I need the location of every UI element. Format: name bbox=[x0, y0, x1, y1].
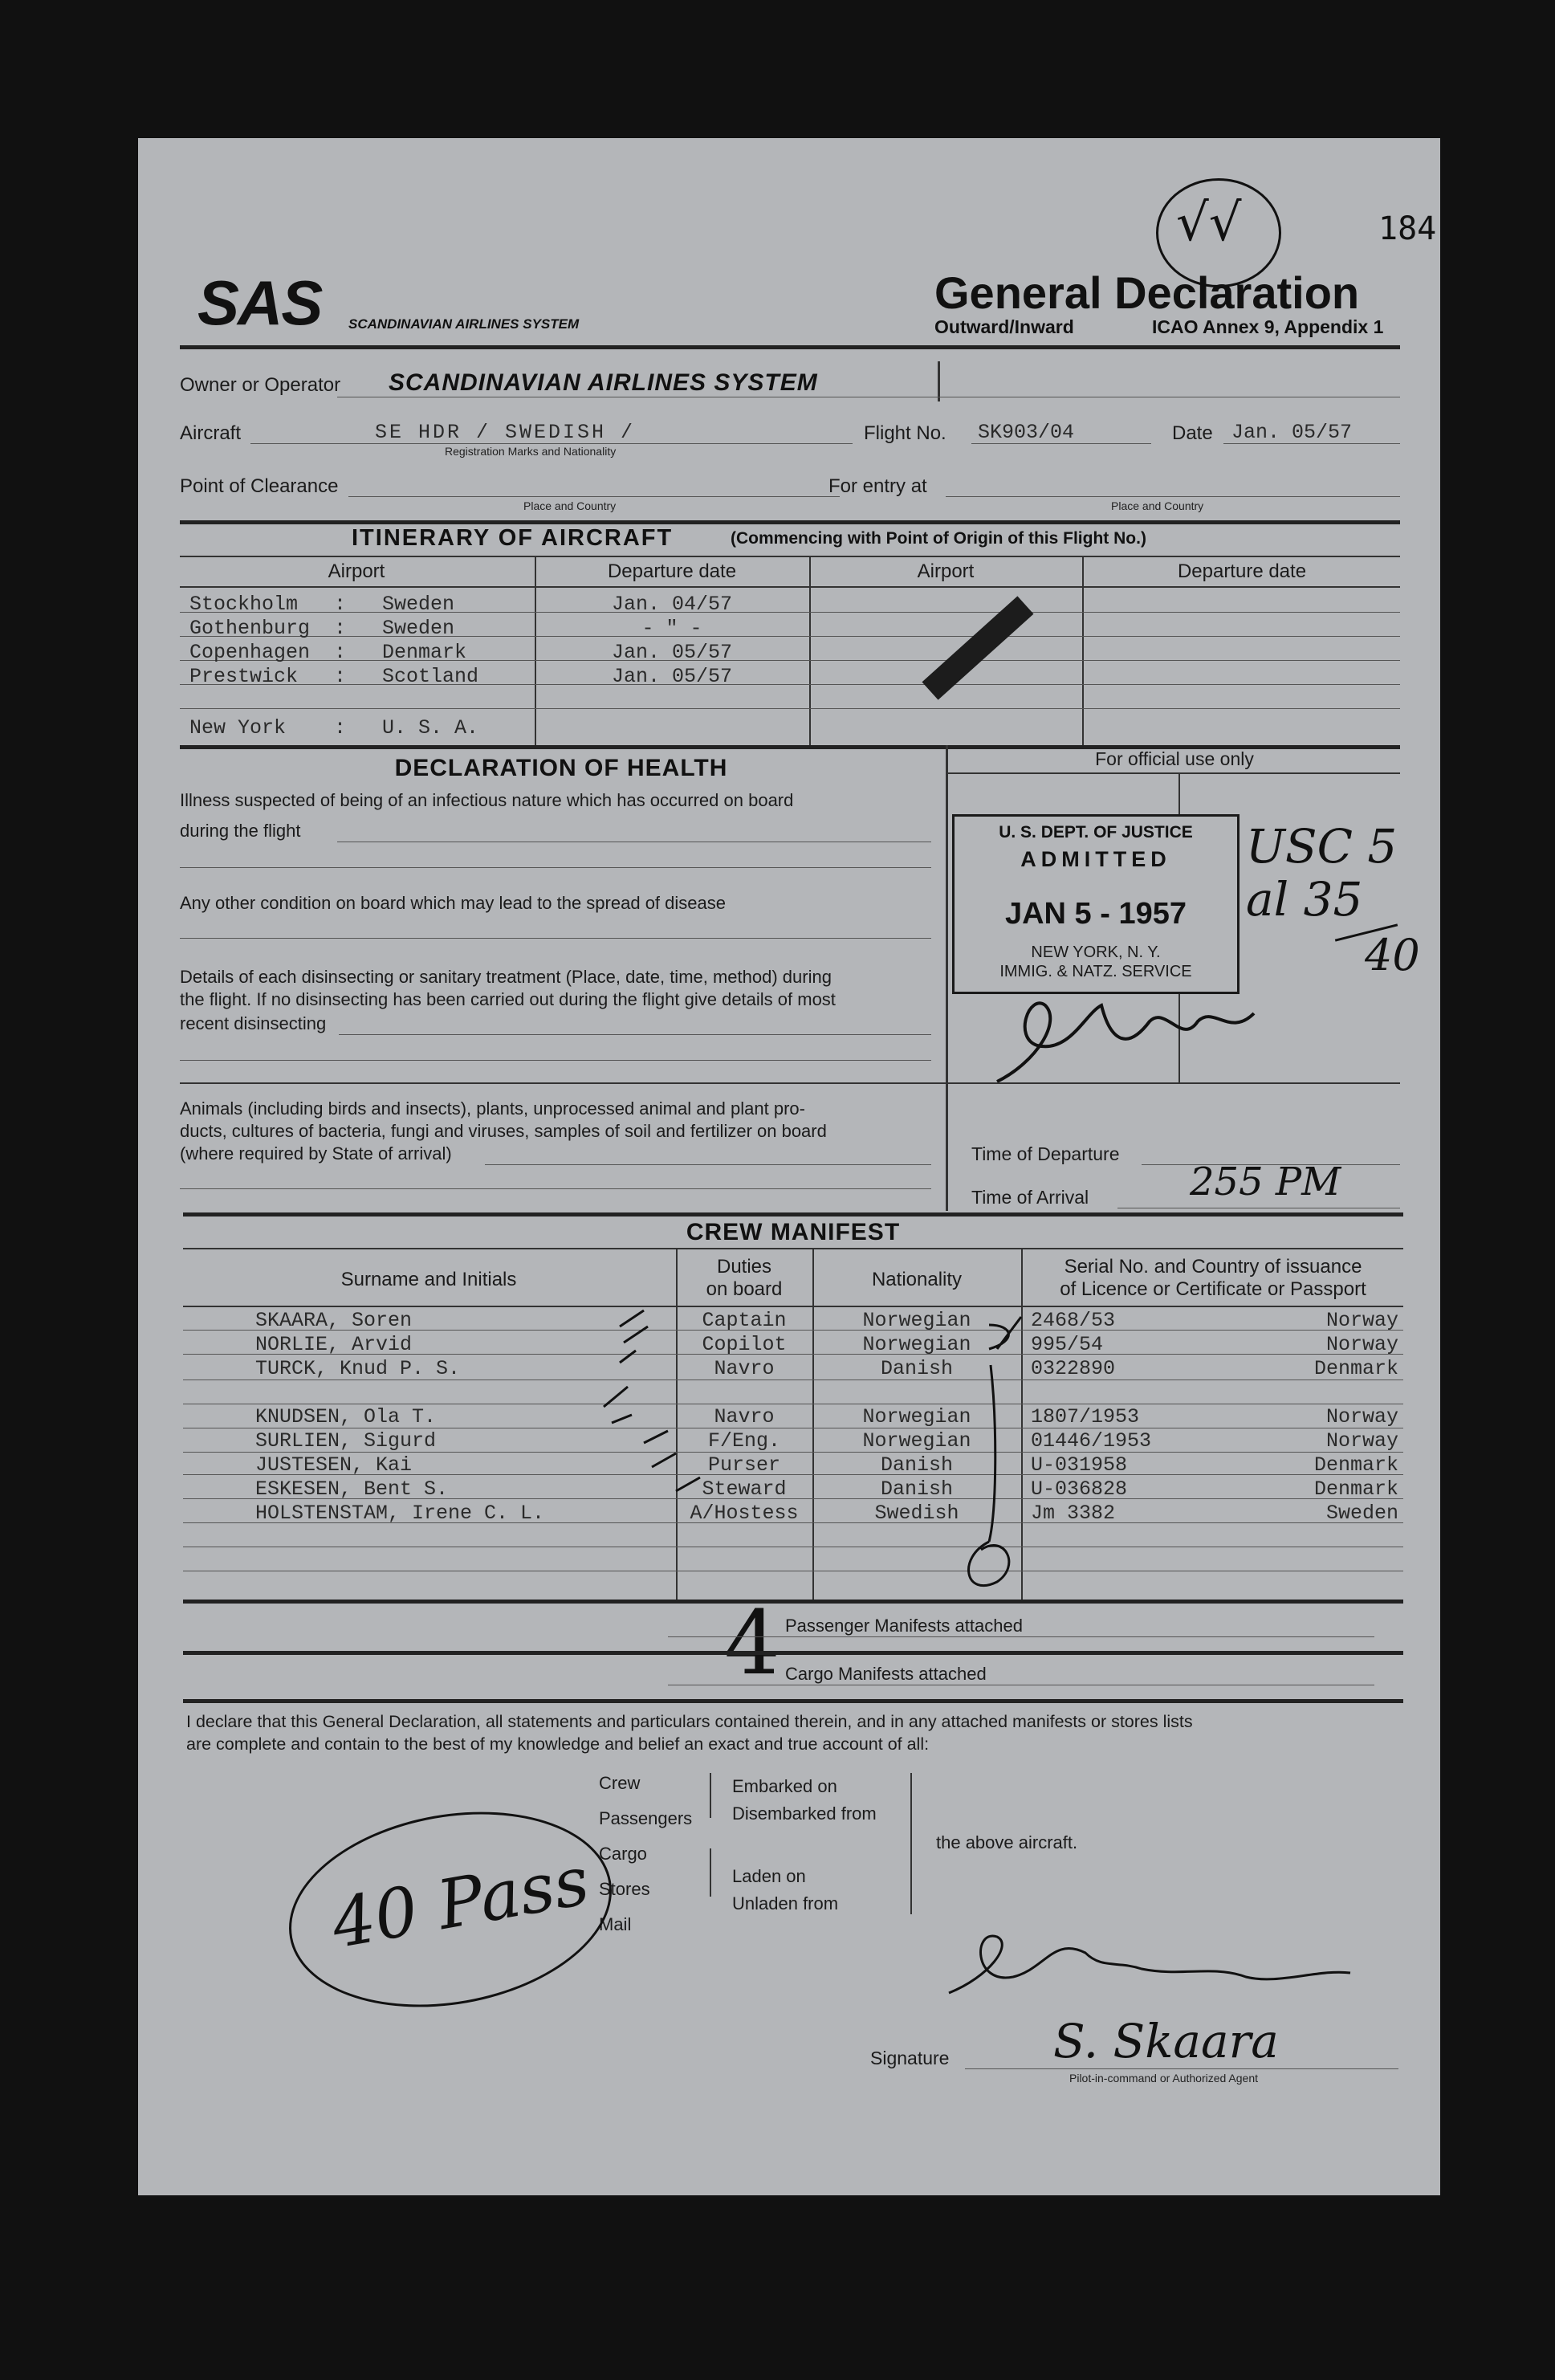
arrival-time-label: Time of Arrival bbox=[971, 1187, 1089, 1208]
health-q3: Details of each disinsecting or sanitary treatment (Place, date, time, method) during bbox=[180, 967, 832, 987]
underline bbox=[180, 867, 931, 868]
crew-name: TURCK, Knud P. S. bbox=[255, 1357, 461, 1380]
handwritten-note-usc: USC 5 bbox=[1246, 819, 1398, 874]
departure-time-label: Time of Departure bbox=[971, 1143, 1120, 1164]
crew-serial: U-031958 bbox=[1031, 1453, 1128, 1477]
itinerary-title: ITINERARY OF AIRCRAFT bbox=[352, 525, 674, 551]
col-divider bbox=[1082, 556, 1084, 748]
crew-name: KNUDSEN, Ola T. bbox=[255, 1405, 437, 1428]
crew-col-serial-2: of Licence or Certificate or Passport bbox=[1060, 1278, 1366, 1300]
signature-sublabel: Pilot-in-command or Authorized Agent bbox=[1069, 2072, 1259, 2085]
rule bbox=[180, 520, 1400, 524]
itinerary-date: - " - bbox=[641, 617, 702, 640]
itinerary-airport: Stockholm : Sweden bbox=[189, 593, 455, 616]
crew-nationality: Danish bbox=[880, 1453, 953, 1477]
passenger-manifest-count: 4 bbox=[724, 1591, 780, 1694]
rule bbox=[180, 556, 1400, 557]
disembarked-label: Disembarked from bbox=[732, 1803, 877, 1824]
crew-nationality: Norwegian bbox=[862, 1429, 971, 1453]
crew-name: SKAARA, Soren bbox=[255, 1309, 413, 1332]
official-signature-scribble bbox=[989, 989, 1278, 1094]
aircraft-sublabel: Registration Marks and Nationality bbox=[445, 445, 617, 458]
owner-label: Owner or Operator bbox=[180, 374, 341, 396]
place-country-label: Place and Country bbox=[523, 499, 617, 512]
itinerary-airport: Prestwick : Scotland bbox=[189, 665, 479, 688]
underline bbox=[180, 938, 931, 939]
date-label: Date bbox=[1172, 422, 1213, 444]
rule bbox=[180, 345, 1400, 349]
itinerary-col-departure-2: Departure date bbox=[1177, 560, 1307, 582]
icao-annex: ICAO Annex 9, Appendix 1 bbox=[1152, 316, 1384, 337]
crew-country: Norway bbox=[1325, 1429, 1398, 1453]
itinerary-airport: Gothenburg : Sweden bbox=[189, 617, 455, 640]
declaration-form bbox=[138, 138, 1440, 2195]
crew-name: NORLIE, Arvid bbox=[255, 1333, 413, 1356]
rule bbox=[946, 772, 1400, 774]
itinerary-airport: New York : U. S. A. bbox=[189, 716, 479, 740]
crew-duty: A/Hostess bbox=[690, 1502, 799, 1525]
crew-duty: Navro bbox=[714, 1405, 775, 1428]
crew-serial: 2468/53 bbox=[1031, 1309, 1116, 1332]
owner-value: SCANDINAVIAN AIRLINES SYSTEM bbox=[389, 369, 818, 396]
crew-name: HOLSTENSTAM, Irene C. L. bbox=[255, 1502, 545, 1525]
crew-duty: Captain bbox=[702, 1309, 787, 1332]
rule bbox=[183, 1212, 1403, 1216]
crew-country: Denmark bbox=[1313, 1453, 1398, 1477]
stamp-service: IMMIG. & NATZ. SERVICE bbox=[999, 963, 1192, 980]
itinerary-date: Jan. 04/57 bbox=[611, 593, 733, 616]
stamp-date: JAN 5 - 1957 bbox=[1004, 897, 1187, 931]
flight-label: Flight No. bbox=[864, 422, 946, 444]
declaration-line-2: are complete and contain to the best of my knowledge and belief an exact and true account of all: bbox=[186, 1734, 930, 1754]
health-q3b: the flight. If no disinsecting has been carried out during the flight give details of most bbox=[180, 989, 836, 1009]
health-q4b: ducts, cultures of bacteria, fungi and viruses, samples of soil and fertilizer on board bbox=[180, 1121, 827, 1141]
signature-scribble bbox=[941, 1921, 1358, 2025]
sas-logo: SAS bbox=[197, 267, 322, 338]
health-q1: Illness suspected of being of an infectious nature which has occurred on board bbox=[180, 790, 794, 810]
crew-col-serial: Serial No. and Country of issuance bbox=[1064, 1256, 1362, 1278]
underline bbox=[668, 1636, 1374, 1637]
place-country-label-2: Place and Country bbox=[1111, 499, 1204, 512]
laden-label: Laden on bbox=[732, 1866, 806, 1886]
crew-serial: 01446/1953 bbox=[1031, 1429, 1152, 1453]
underline bbox=[1223, 443, 1400, 444]
crew-duty: Steward bbox=[702, 1477, 787, 1501]
arrival-time-value: 255 PM bbox=[1190, 1159, 1341, 1204]
signature-label: Signature bbox=[870, 2048, 950, 2068]
crew-serial: 1807/1953 bbox=[1031, 1405, 1140, 1428]
itinerary-note: (Commencing with Point of Origin of this Flight No.) bbox=[731, 529, 1146, 548]
rule bbox=[183, 1651, 1403, 1655]
admitted-stamp bbox=[952, 814, 1240, 994]
rule bbox=[183, 1699, 1403, 1703]
row-line bbox=[180, 708, 1400, 709]
itinerary-date: Jan. 05/57 bbox=[611, 665, 733, 688]
declaration-item: Crew bbox=[599, 1773, 641, 1793]
itinerary-col-departure: Departure date bbox=[607, 560, 737, 582]
health-q4c: (where required by State of arrival) bbox=[180, 1143, 452, 1164]
crew-col-nationality: Nationality bbox=[871, 1269, 963, 1290]
brace bbox=[910, 1773, 912, 1914]
date-value: Jan. 05/57 bbox=[1231, 421, 1353, 444]
unladen-label: Unladen from bbox=[732, 1893, 839, 1913]
crew-country: Sweden bbox=[1325, 1502, 1398, 1525]
cargo-manifest-label: Cargo Manifests attached bbox=[785, 1664, 987, 1684]
signature-value: S. Skaara bbox=[1053, 2014, 1279, 2068]
rule bbox=[183, 1306, 1403, 1307]
official-title: For official use only bbox=[1095, 748, 1254, 769]
col-divider bbox=[809, 556, 811, 748]
entry-label: For entry at bbox=[828, 475, 927, 497]
underline bbox=[339, 1034, 931, 1035]
declaration-item: Stores bbox=[599, 1879, 650, 1899]
itinerary-date: Jan. 05/57 bbox=[611, 641, 733, 664]
crew-duty: Copilot bbox=[702, 1333, 787, 1356]
passenger-manifest-label: Passenger Manifests attached bbox=[785, 1616, 1023, 1636]
aircraft-label: Aircraft bbox=[180, 422, 242, 444]
health-q1b: during the flight bbox=[180, 821, 301, 841]
declaration-item: Mail bbox=[599, 1914, 632, 1934]
underline bbox=[180, 1188, 931, 1189]
tick-marks bbox=[475, 1294, 764, 1527]
crew-name: SURLIEN, Sigurd bbox=[255, 1429, 437, 1453]
stamp-dept: U. S. DEPT. OF JUSTICE bbox=[999, 823, 1193, 842]
crew-name: JUSTESEN, Kai bbox=[255, 1453, 413, 1477]
crew-nationality: Norwegian bbox=[862, 1333, 971, 1356]
divider bbox=[938, 361, 940, 401]
above-aircraft-label: the above aircraft. bbox=[936, 1832, 1078, 1852]
crew-nationality: Danish bbox=[880, 1357, 953, 1380]
crew-serial: 995/54 bbox=[1031, 1333, 1104, 1356]
stamp-admitted: ADMITTED bbox=[1020, 847, 1171, 871]
crew-duty: F/Eng. bbox=[707, 1429, 780, 1453]
handwritten-note-al: al 35 bbox=[1246, 872, 1363, 927]
handwritten-passenger-note: 40 Pass bbox=[325, 1840, 595, 1964]
embarked-label: Embarked on bbox=[732, 1776, 837, 1796]
itinerary-airport: Copenhagen : Denmark bbox=[189, 641, 467, 664]
underline bbox=[946, 496, 1400, 497]
check-mark-icon: √√ bbox=[1176, 194, 1242, 253]
crew-nationality: Swedish bbox=[874, 1502, 959, 1525]
page-number: 184 bbox=[1378, 210, 1437, 247]
declaration-item: Passengers bbox=[599, 1808, 693, 1828]
nationality-bracket-mark bbox=[941, 1301, 1037, 1606]
underline bbox=[971, 443, 1151, 444]
rule bbox=[183, 1600, 1403, 1604]
health-q2: Any other condition on board which may lead to the spread of disease bbox=[180, 893, 726, 913]
crew-nationality: Danish bbox=[880, 1477, 953, 1501]
handwritten-note-40: 40 bbox=[1365, 930, 1420, 980]
itinerary-col-airport: Airport bbox=[328, 560, 385, 582]
crew-country: Denmark bbox=[1313, 1357, 1398, 1380]
col-divider bbox=[946, 745, 948, 1211]
crew-serial: Jm 3382 bbox=[1031, 1502, 1116, 1525]
rule bbox=[180, 586, 1400, 588]
aircraft-value: SE HDR / SWEDISH / bbox=[375, 421, 636, 444]
rule bbox=[183, 1248, 1403, 1249]
health-title: DECLARATION OF HEALTH bbox=[394, 755, 728, 781]
underline bbox=[485, 1164, 931, 1165]
health-q3c: recent disinsecting bbox=[180, 1013, 327, 1033]
declaration-item: Cargo bbox=[599, 1844, 647, 1864]
crew-title: CREW MANIFEST bbox=[686, 1219, 901, 1245]
form-subtitle: Outward/Inward bbox=[934, 316, 1074, 337]
crew-country: Norway bbox=[1325, 1309, 1398, 1332]
underline bbox=[180, 1060, 931, 1061]
rule bbox=[946, 1082, 1400, 1084]
crew-country: Norway bbox=[1325, 1405, 1398, 1428]
underline bbox=[348, 496, 840, 497]
crew-duty: Purser bbox=[707, 1453, 780, 1477]
brace bbox=[710, 1848, 711, 1897]
crew-col-duties-2: on board bbox=[706, 1278, 783, 1300]
brace bbox=[710, 1773, 711, 1818]
declaration-line-1: I declare that this General Declaration, all statements and particulars contained therein, and in any attached manifests or stores lists bbox=[186, 1712, 1193, 1731]
underline bbox=[965, 2068, 1398, 2069]
form-title: General Declaration bbox=[934, 267, 1360, 318]
airline-name: SCANDINAVIAN AIRLINES SYSTEM bbox=[348, 316, 580, 332]
form-code bbox=[188, 2054, 201, 2057]
crew-nationality: Norwegian bbox=[862, 1405, 971, 1428]
itinerary-col-airport-2: Airport bbox=[917, 560, 975, 582]
health-q4: Animals (including birds and insects), plants, unprocessed animal and plant pro- bbox=[180, 1098, 805, 1119]
crew-country: Norway bbox=[1325, 1333, 1398, 1356]
crew-serial: U-036828 bbox=[1031, 1477, 1128, 1501]
underline bbox=[250, 443, 853, 444]
crew-nationality: Norwegian bbox=[862, 1309, 971, 1332]
flight-value: SK903/04 bbox=[978, 421, 1075, 444]
crew-name: ESKESEN, Bent S. bbox=[255, 1477, 449, 1501]
crew-col-name: Surname and Initials bbox=[340, 1269, 517, 1290]
crew-duty: Navro bbox=[714, 1357, 775, 1380]
stamp-city: NEW YORK, N. Y. bbox=[1031, 943, 1161, 961]
crew-col-duties: Duties bbox=[716, 1256, 772, 1278]
clearance-label: Point of Clearance bbox=[180, 475, 339, 497]
crew-serial: 0322890 bbox=[1031, 1357, 1116, 1380]
crew-country: Denmark bbox=[1313, 1477, 1398, 1501]
